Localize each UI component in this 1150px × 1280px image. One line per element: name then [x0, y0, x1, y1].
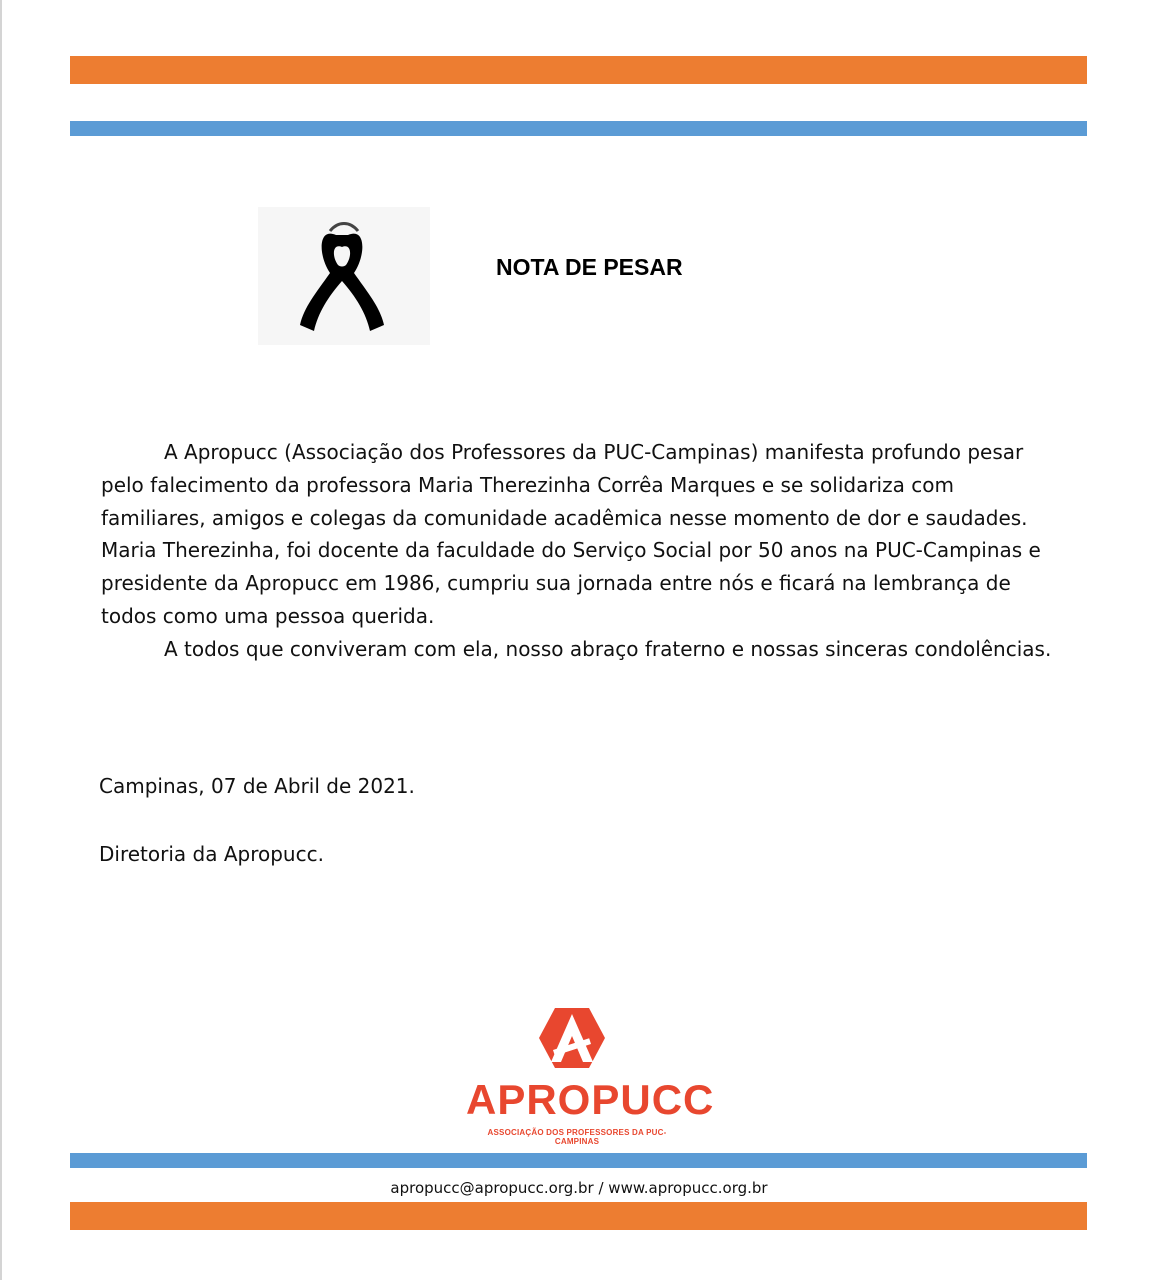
black-mourning-ribbon-icon: [258, 207, 430, 345]
top-blue-band: [70, 121, 1087, 136]
body-paragraph-2: A todos que conviveram com ela, nosso abraço fraterno e nossas sinceras condolências.: [164, 636, 1052, 661]
logo-tagline: ASSOCIAÇÃO DOS PROFESSORES DA PUC-CAMPINAS: [487, 1128, 667, 1146]
page-edge: [0, 0, 2, 1280]
condolence-body: [101, 436, 1061, 666]
body-paragraph-1: A Apropucc (Associação dos Professores da PUC-Campinas) manifesta profundo pesar pelo falecimento da professora Maria Therezinha Corrêa Marques e se solidariza com familiares, amigos e colegas da comunidade acadêmica nesse momento de dor e saudades. Maria Therezinha, foi docente da faculdade do Serviço Social por 50 anos na PUC-Campinas e presidente da Apropucc em 1986, cumpriu sua jornada entre nós e ficará na lembrança de todos como uma pessoa querida.: [101, 440, 1041, 628]
signature: Diretoria da Apropucc.: [99, 842, 324, 866]
bottom-blue-band: [70, 1153, 1087, 1168]
page-title: NOTA DE PESAR: [496, 254, 683, 280]
footer-contact: apropucc@apropucc.org.br / www.apropucc.org.br: [390, 1179, 768, 1197]
place-date: Campinas, 07 de Abril de 2021.: [99, 774, 415, 798]
mourning-ribbon-image: [258, 207, 430, 345]
logo-name: APROPUCC: [466, 1076, 715, 1123]
top-orange-band: [70, 56, 1087, 84]
bottom-orange-band: [70, 1202, 1087, 1230]
apropucc-logo-icon: [537, 1006, 607, 1070]
